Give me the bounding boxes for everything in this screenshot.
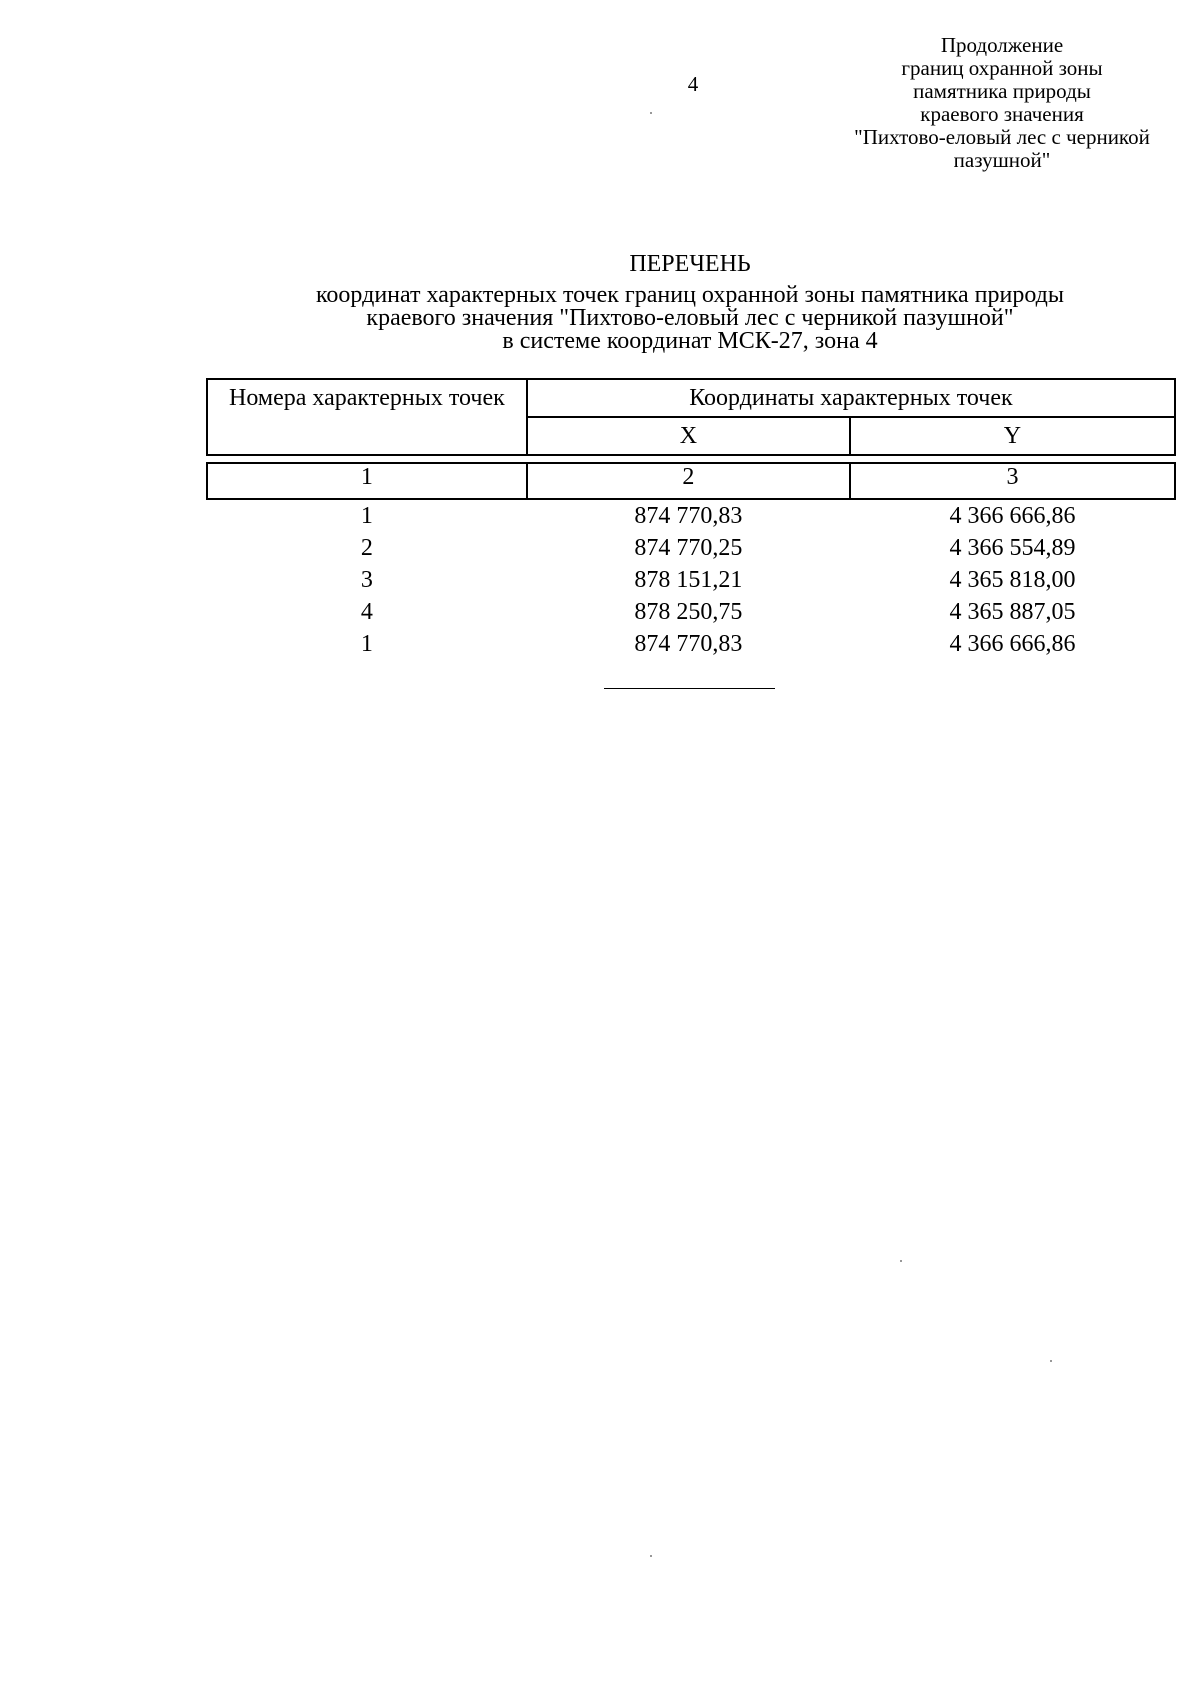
x-coordinate: 874 770,25 — [634, 535, 743, 561]
coordinates-table — [206, 378, 1176, 660]
continuation-line: памятника природы — [913, 79, 1091, 103]
point-number: 1 — [360, 503, 373, 529]
table-row — [207, 628, 1175, 660]
x-coordinate: 878 151,21 — [634, 567, 743, 593]
point-number: 4 — [360, 599, 373, 625]
header-y: Y — [850, 417, 1175, 455]
column-number-row — [207, 463, 1175, 499]
x-coordinate: 878 250,75 — [634, 599, 743, 625]
scan-speck — [650, 112, 652, 114]
continuation-line: Продолжение — [940, 33, 1064, 57]
scan-speck — [650, 1555, 652, 1557]
point-number: 2 — [360, 535, 373, 561]
heading-block — [200, 250, 1180, 353]
table-row — [207, 596, 1175, 628]
table-row — [207, 532, 1175, 564]
continuation-note — [812, 34, 1192, 172]
point-number: 3 — [360, 567, 373, 593]
continuation-line: границ охранной зоны — [901, 56, 1103, 80]
table-row — [207, 499, 1175, 532]
y-coordinate: 4 366 666,86 — [949, 631, 1076, 657]
column-number: 1 — [207, 463, 527, 499]
scan-speck — [900, 1260, 902, 1262]
continuation-line: "Пихтово-еловый лес с черникой — [854, 125, 1150, 149]
document-title: ПЕРЕЧЕНЬ — [629, 251, 751, 277]
y-coordinate: 4 366 666,86 — [949, 503, 1076, 529]
x-coordinate: 874 770,83 — [634, 631, 743, 657]
subtitle-line: координат характерных точек границ охранной зоны памятника природы — [315, 282, 1065, 308]
subtitle-line: краевого значения "Пихтово-еловый лес с черникой пазушной" — [366, 305, 1014, 331]
header-coordinates: Координаты характерных точек — [527, 379, 1175, 417]
table-row — [207, 564, 1175, 596]
table-header-row — [207, 379, 1175, 417]
header-x: X — [527, 417, 850, 455]
continuation-line: краевого значения — [920, 102, 1084, 126]
page-number: 4 — [687, 72, 699, 96]
point-number: 1 — [360, 631, 373, 657]
column-number: 3 — [850, 463, 1175, 499]
y-coordinate: 4 365 887,05 — [949, 599, 1076, 625]
document-subtitle — [200, 284, 1180, 353]
x-coordinate: 874 770,83 — [634, 503, 743, 529]
header-point-numbers: Номера характерных точек — [207, 379, 527, 455]
subtitle-line: в системе координат МСК-27, зона 4 — [502, 328, 878, 354]
column-number: 2 — [527, 463, 850, 499]
end-divider — [604, 688, 775, 689]
y-coordinate: 4 366 554,89 — [949, 535, 1076, 561]
y-coordinate: 4 365 818,00 — [949, 567, 1076, 593]
scan-speck — [1050, 1360, 1052, 1362]
continuation-line: пазушной" — [953, 148, 1051, 172]
